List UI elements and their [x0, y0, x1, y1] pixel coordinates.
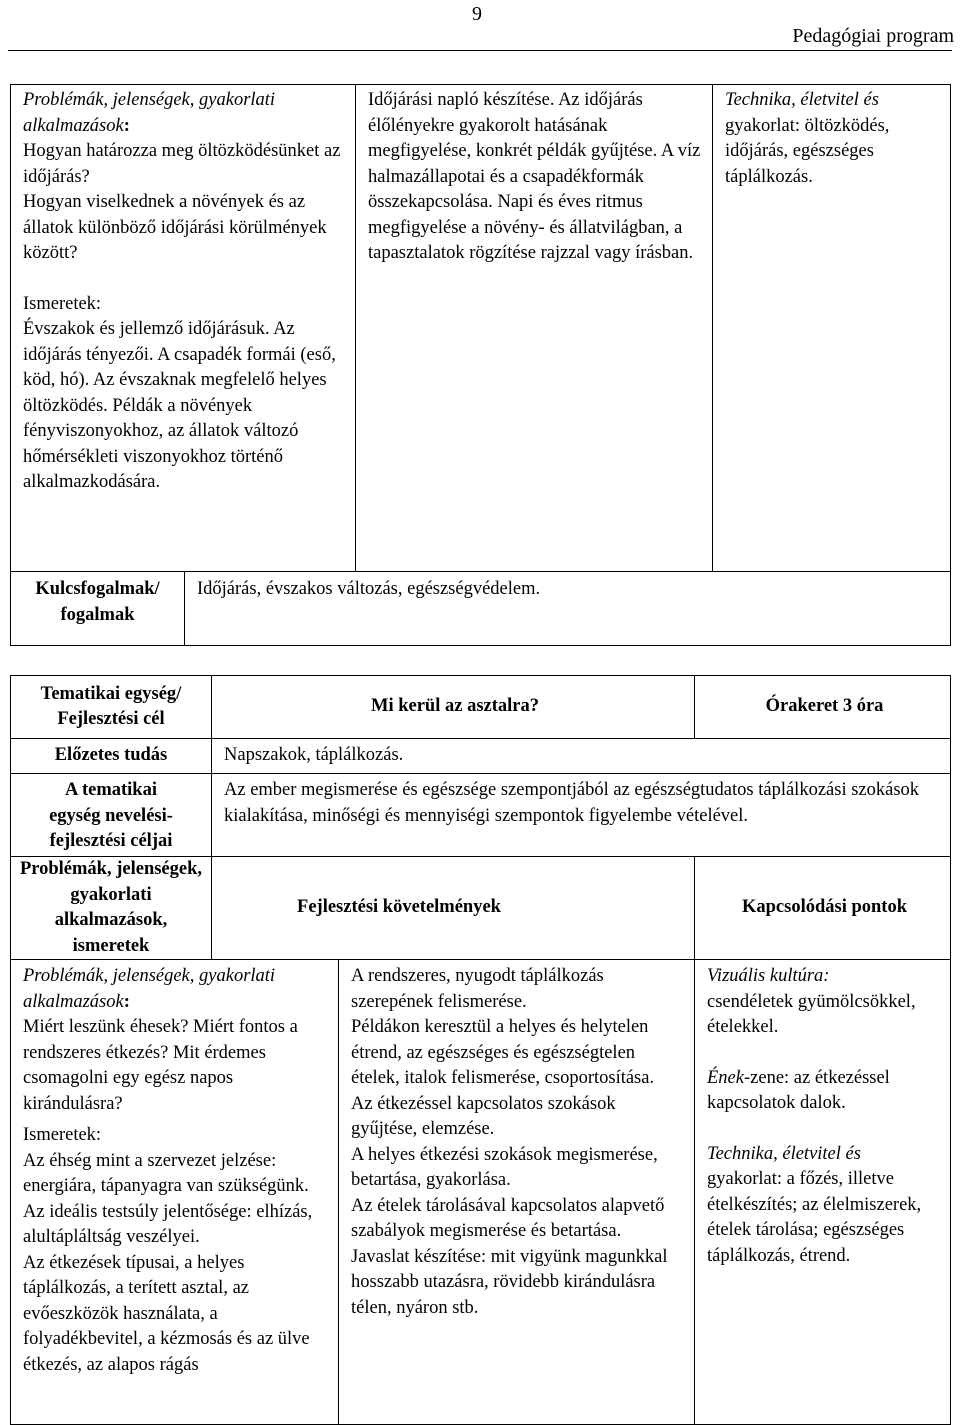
- problems-heading-colon: :: [123, 115, 130, 136]
- unit-content-row: [11, 960, 951, 1425]
- links-text: gyakorlat: öltözködés, időjárás, egészséges táplálkozás.: [725, 115, 890, 187]
- unit-title-row: [11, 676, 951, 739]
- col-header-1: Problémák, jelenségek, gyakorlati alkalmazások, ismeretek: [19, 859, 203, 956]
- column-header-row: [11, 857, 951, 960]
- link-subject: Technika, életvitel és: [707, 1143, 861, 1164]
- problem-item: Hogyan határozza meg öltözködésünket az időjárás?: [23, 141, 341, 187]
- col-header-3-cell: [695, 857, 951, 960]
- aims-label-1: A tematikai: [65, 780, 157, 800]
- aims-label-2: egység nevelési-: [49, 805, 173, 826]
- prior-label-cell: [11, 739, 212, 774]
- link-item: [707, 1142, 942, 1168]
- weather-unit-table: [10, 84, 951, 646]
- link-item: [707, 1066, 942, 1117]
- unit-title: Mi kerül az asztalra?: [371, 696, 539, 717]
- key-concepts-cell: [185, 572, 951, 646]
- unit-problems-heading-colon: :: [123, 991, 130, 1012]
- unit-knowledge-item: Az étkezések típusai, a helyes táplálkozás, a terített asztal, az evőeszközök használata, a folyadékbevitel, a kézmosás és az ülve étkezés, az alapos rágás: [23, 1252, 310, 1375]
- requirements-cell: [356, 85, 713, 572]
- document-title: Pedagógiai program: [792, 25, 954, 47]
- prior-text: Napszakok, táplálkozás.: [224, 745, 404, 766]
- unit-problems-heading: Problémák, jelenségek, gyakorlati alkalmazások: [23, 966, 276, 1012]
- link-subject: Ének-: [707, 1067, 751, 1088]
- unit-label-cell: [11, 676, 212, 739]
- link-item: [707, 964, 942, 990]
- hours-text: Órakeret 3 óra: [765, 696, 884, 717]
- key-concepts-label-cell: [11, 572, 185, 646]
- problem-item: Hogyan viselkednek a növények és az állatok különböző időjárási körülmények között?: [23, 192, 327, 263]
- key-concepts-row: [11, 572, 951, 646]
- aims-text: Az ember megismerése és egészsége szempontjából az egészségtudatos táplálkozási szokások kialakítása, minőségi és mennyiségi szempontok figyelembe vételével.: [224, 780, 920, 826]
- requirement-item: A rendszeres, nyugodt táplálkozás szerepének felismerése.: [351, 966, 604, 1012]
- requirement-item: Az étkezéssel kapcsolatos szokások gyűjtése, elemzése.: [351, 1093, 616, 1139]
- unit-problems-text: Miért leszünk éhesek? Miért fontos a rendszeres étkezés? Mit érdemes csomagolni egy egész napos kirándulásra?: [23, 1017, 298, 1114]
- prior-cell: [212, 739, 951, 774]
- links-subject-title: Technika, életvitel és: [725, 90, 879, 110]
- header-rule: [8, 50, 952, 51]
- problems-cell: [11, 85, 356, 572]
- prior-label: Előzetes tudás: [54, 745, 168, 766]
- col-header-2-cell: [212, 857, 695, 960]
- unit-knowledge-item: Az éhség mint a szervezet jelzése: energiára, tápanyagra van szükségünk.: [23, 1150, 309, 1196]
- key-concepts-label-2: fogalmak: [60, 604, 135, 625]
- requirements-text: Időjárási napló készítése. Az időjárás élőlényekre gyakorolt hatásának megfigyelése, konkrét példák gyűjtése. A víz halmazállapotai és a csapadékformák összekapcsolása. Napi és éves ritmus megfigyelése a növény- és állatvilágban, a tapasztalatok rögzítése rajzzal vagy írásban.: [368, 90, 701, 263]
- requirement-item: Az ételek tárolásával kapcsolatos alapvető szabályok megismerése és betartása.: [351, 1195, 665, 1241]
- link-text: gyakorlat: a főzés, illetve ételkészítés; az élelmiszerek, ételek tárolása; egészséges táplálkozás, étrend.: [707, 1169, 922, 1266]
- unit-label-2: Fejlesztési cél: [57, 709, 165, 729]
- link-text: zene: az étkezéssel kapcsolatok dalok.: [707, 1067, 890, 1113]
- link-subject: Vizuális kultúra:: [707, 966, 830, 986]
- aims-label-cell: [11, 774, 212, 857]
- requirement-item: Példákon keresztül a helyes és helytelen étrend, az egészséges és egészségtelen ételek, italok felismerése, csoportosítása.: [351, 1017, 655, 1088]
- key-concepts-label-1: Kulcsfogalmak/: [35, 579, 160, 599]
- links-subject: [725, 88, 942, 114]
- unit-knowledge-heading: Ismeretek:: [23, 1125, 102, 1145]
- links-cell: [713, 85, 951, 572]
- knowledge-heading: Ismeretek:: [23, 293, 102, 314]
- prior-knowledge-row: [11, 739, 951, 774]
- col-header-2: Fejlesztési követelmények: [297, 897, 501, 918]
- col-header-3: Kapcsolódási pontok: [741, 897, 907, 918]
- requirement-item: A helyes étkezési szokások megismerése, betartása, gyakorlása.: [351, 1144, 658, 1190]
- unit-title-cell: [212, 676, 695, 739]
- requirement-item: Javaslat készítése: mit vigyünk magunkkal hosszabb utazásra, rövidebb kirándulásra télen, nyáron stb.: [351, 1246, 668, 1318]
- content-row: [11, 85, 951, 572]
- problems-heading: Problémák, jelenségek, gyakorlati alkalmazások: [23, 90, 276, 136]
- aims-label-3: fejlesztési céljai: [49, 831, 173, 851]
- unit-knowledge-item: Az ideális testsúly jelentősége: elhízás, alultápláltság veszélyei.: [23, 1201, 313, 1247]
- link-text: csendéletek gyümölcsökkel, ételekkel.: [707, 991, 916, 1037]
- key-concepts-text: Időjárás, évszakos változás, egészségvédelem.: [197, 579, 541, 599]
- knowledge-text: Évszakok és jellemző időjárásuk. Az időjárás tényezői. A csapadék formái (eső, köd, hó). Az évszaknak megfelelő helyes öltözködés. Példák a növények fényviszonyokhoz, az állatok változó hőmérsékleti viszonyokhoz történő alkalmazkodására.: [23, 319, 336, 492]
- aims-cell: [212, 774, 951, 857]
- unit-problems-cell: [11, 960, 339, 1425]
- aims-row: [11, 774, 951, 857]
- page-number: 9: [472, 3, 482, 25]
- unit-requirements-cell: [339, 960, 695, 1425]
- hours-cell: [695, 676, 951, 739]
- unit-label-1: Tematikai egység/: [40, 683, 182, 704]
- food-unit-table: [10, 675, 951, 1425]
- col-header-1-cell: [11, 857, 212, 960]
- unit-links-cell: [695, 960, 951, 1425]
